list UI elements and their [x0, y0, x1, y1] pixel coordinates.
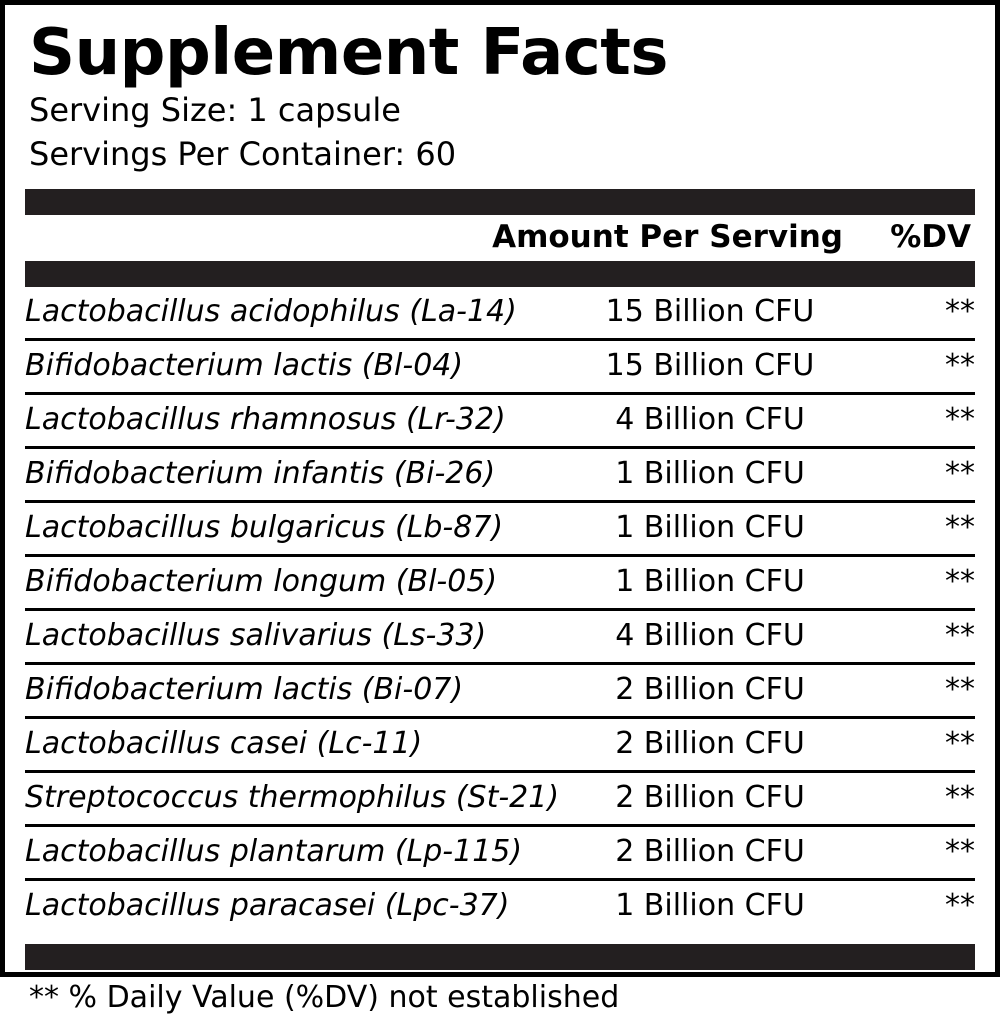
ingredient-dv: **: [855, 339, 975, 393]
table-header-row: [25, 215, 975, 261]
table-row: [25, 555, 975, 609]
servings-per-container-text: Servings Per Container: 60: [29, 135, 457, 174]
ingredient-amount: 15 Billion CFU: [565, 287, 855, 340]
ingredient-dv: **: [855, 501, 975, 555]
ingredient-dv: **: [855, 609, 975, 663]
table-row: [25, 717, 975, 771]
ingredient-dv: **: [855, 393, 975, 447]
ingredient-dv: **: [855, 555, 975, 609]
table-row: [25, 339, 975, 393]
ingredient-dv: **: [855, 447, 975, 501]
ingredient-name: Lactobacillus casei (Lc-11): [25, 717, 565, 771]
table-row: [25, 447, 975, 501]
table-row: [25, 501, 975, 555]
ingredient-amount: 2 Billion CFU: [565, 825, 855, 879]
ingredient-amount: 4 Billion CFU: [565, 609, 855, 663]
ingredient-name: Streptococcus thermophilus (St-21): [25, 771, 565, 825]
ingredient-dv: **: [855, 825, 975, 879]
ingredient-amount: 2 Billion CFU: [565, 771, 855, 825]
table-row: [25, 393, 975, 447]
ingredient-name: Lactobacillus acidophilus (La-14): [25, 287, 565, 340]
ingredient-dv: **: [855, 717, 975, 771]
ingredient-dv: **: [855, 287, 975, 340]
ingredient-dv: **: [945, 888, 975, 924]
label-content: [25, 15, 975, 1015]
divider-bar-header: [25, 261, 975, 287]
ingredient-amount: 15 Billion CFU: [565, 339, 855, 393]
ingredient-amount: 4 Billion CFU: [565, 393, 855, 447]
ingredient-name: Lactobacillus paracasei (Lpc-37): [25, 888, 510, 924]
ingredient-name: Bifidobacterium infantis (Bi-26): [25, 447, 565, 501]
ingredient-amount: 1 Billion CFU: [615, 888, 805, 924]
table-row: [25, 771, 975, 825]
ingredient-name: Lactobacillus plantarum (Lp-115): [25, 825, 565, 879]
ingredient-name: Lactobacillus salivarius (Ls-33): [25, 609, 565, 663]
ingredient-name: Lactobacillus bulgaricus (Lb-87): [25, 501, 565, 555]
column-header-amount: Amount Per Serving: [492, 218, 843, 255]
ingredient-dv: **: [855, 663, 975, 717]
table-row: [25, 663, 975, 717]
table-row: [25, 879, 975, 932]
ingredient-name: Lactobacillus rhamnosus (Lr-32): [25, 393, 565, 447]
page-title: Supplement Facts: [29, 16, 668, 90]
ingredient-name: Bifidobacterium lactis (Bl-04): [25, 339, 565, 393]
table-row: [25, 825, 975, 879]
serving-size-text: Serving Size: 1 capsule: [29, 91, 401, 130]
ingredient-dv: **: [855, 771, 975, 825]
ingredients-table: [25, 287, 975, 932]
ingredient-amount: 2 Billion CFU: [565, 717, 855, 771]
table-row: [25, 609, 975, 663]
divider-bar-top: [25, 189, 975, 215]
divider-bar-bottom: [25, 944, 975, 970]
ingredient-name: Bifidobacterium longum (Bl-05): [25, 555, 565, 609]
ingredient-amount: 1 Billion CFU: [565, 501, 855, 555]
column-header-dv: %DV: [890, 218, 971, 255]
ingredient-amount: 1 Billion CFU: [565, 447, 855, 501]
ingredient-name: Bifidobacterium lactis (Bi-07): [25, 663, 565, 717]
ingredient-amount: 1 Billion CFU: [565, 555, 855, 609]
table-row: [25, 287, 975, 340]
daily-value-footnote: ** % Daily Value (%DV) not established: [29, 979, 620, 1015]
ingredient-amount: 2 Billion CFU: [565, 663, 855, 717]
